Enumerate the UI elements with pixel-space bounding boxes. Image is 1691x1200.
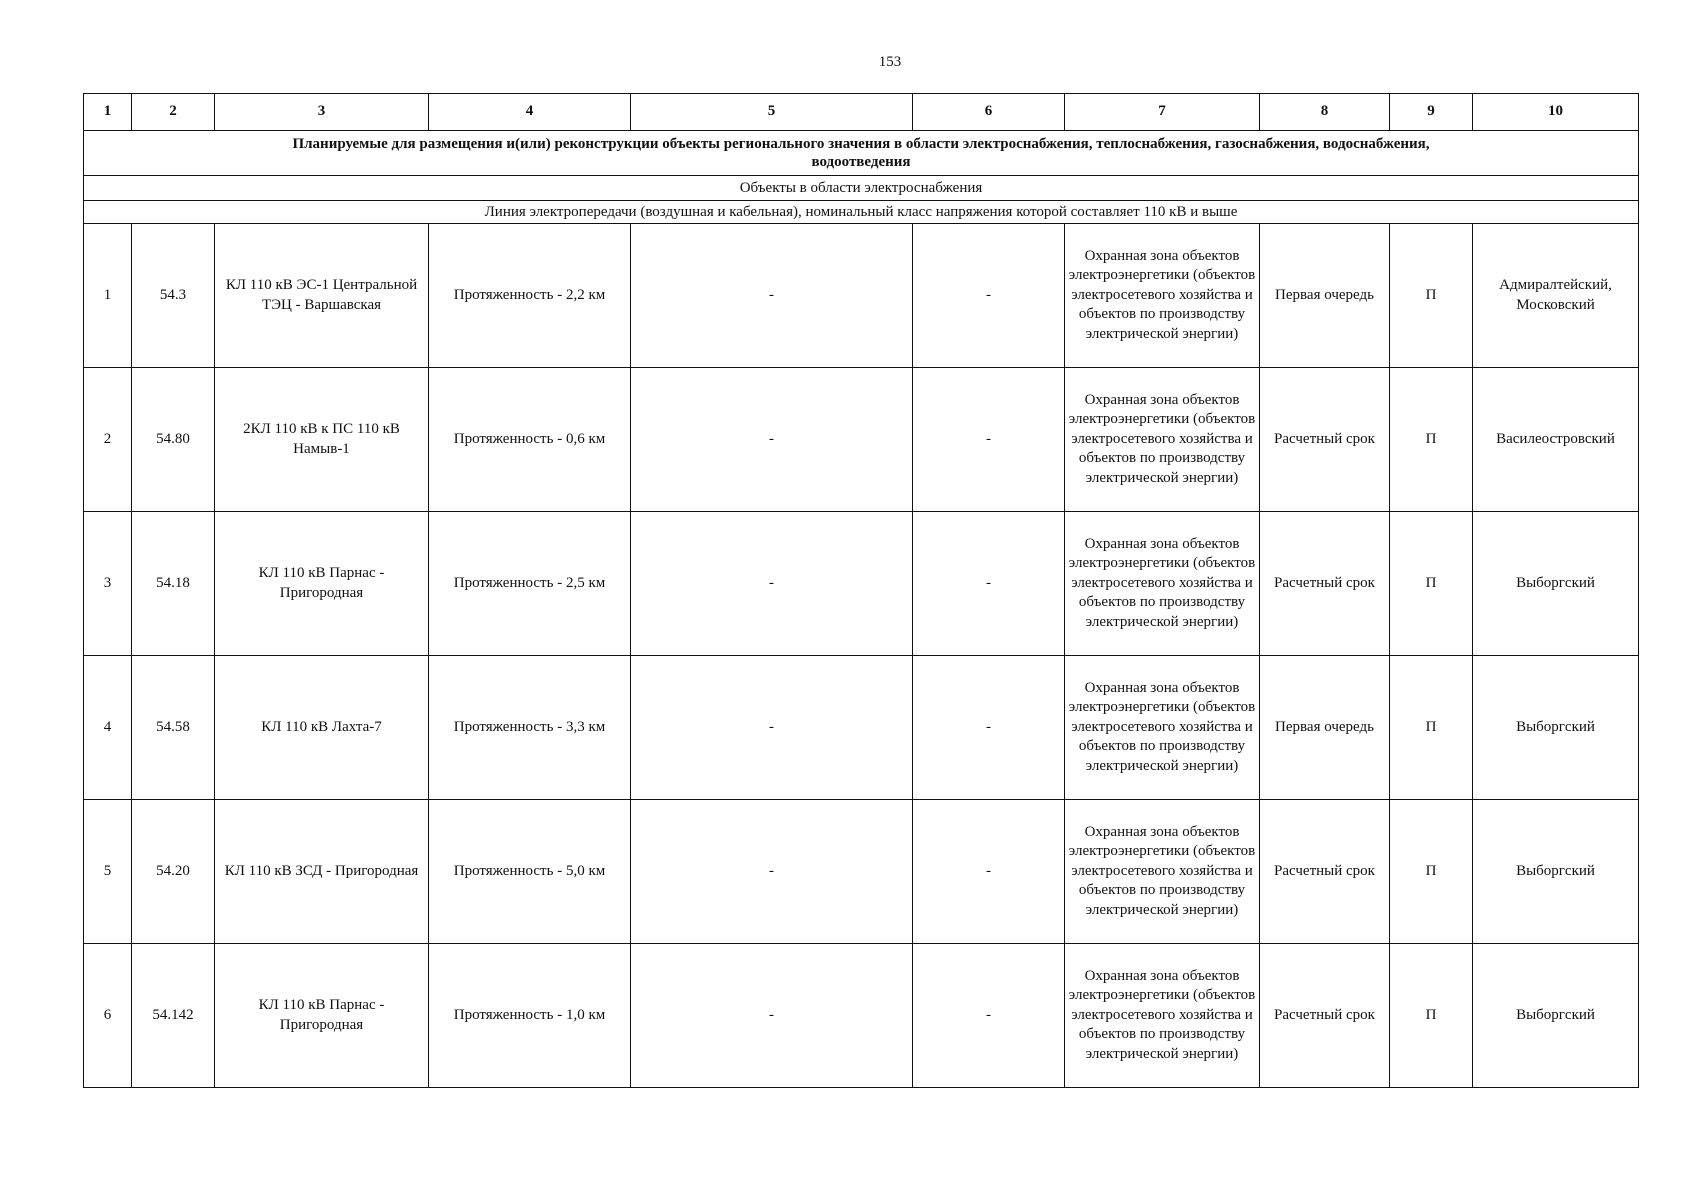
implementation-stage: Расчетный срок	[1260, 368, 1390, 512]
district: Василеостровский	[1473, 368, 1639, 512]
object-status: П	[1390, 656, 1473, 800]
header-cell-6: 6	[913, 94, 1065, 131]
subsubsection-row	[84, 201, 1639, 224]
object-code: 54.18	[132, 512, 215, 656]
table-row	[84, 800, 1639, 944]
object-length: Протяженность - 1,0 км	[429, 944, 631, 1088]
object-name: 2КЛ 110 кВ к ПС 110 кВ Намыв-1	[215, 368, 429, 512]
protection-zone: Охранная зона объектов электроэнергетики (объектов электросетевого хозяйства и объектов по производству электрической энергии)	[1065, 656, 1260, 800]
object-status: П	[1390, 512, 1473, 656]
implementation-stage: Первая очередь	[1260, 224, 1390, 368]
implementation-stage: Расчетный срок	[1260, 800, 1390, 944]
subsection-title: Объекты в области электроснабжения	[84, 176, 1639, 201]
district: Выборгский	[1473, 944, 1639, 1088]
column-5-value: -	[631, 512, 913, 656]
object-name: КЛ 110 кВ Парнас - Пригородная	[215, 512, 429, 656]
object-status: П	[1390, 944, 1473, 1088]
protection-zone: Охранная зона объектов электроэнергетики (объектов электросетевого хозяйства и объектов по производству электрической энергии)	[1065, 800, 1260, 944]
protection-zone: Охранная зона объектов электроэнергетики (объектов электросетевого хозяйства и объектов по производству электрической энергии)	[1065, 368, 1260, 512]
row-number: 1	[84, 224, 132, 368]
object-name: КЛ 110 кВ Лахта-7	[215, 656, 429, 800]
column-6-value: -	[913, 368, 1065, 512]
table-row	[84, 656, 1639, 800]
column-6-value: -	[913, 224, 1065, 368]
column-5-value: -	[631, 944, 913, 1088]
table-row	[84, 944, 1639, 1088]
object-length: Протяженность - 5,0 км	[429, 800, 631, 944]
table-row	[84, 368, 1639, 512]
object-name: КЛ 110 кВ ЗСД - Пригородная	[215, 800, 429, 944]
object-code: 54.3	[132, 224, 215, 368]
implementation-stage: Расчетный срок	[1260, 512, 1390, 656]
object-name: КЛ 110 кВ Парнас - Пригородная	[215, 944, 429, 1088]
row-number: 2	[84, 368, 132, 512]
district: Выборгский	[1473, 800, 1639, 944]
object-code: 54.80	[132, 368, 215, 512]
column-5-value: -	[631, 368, 913, 512]
object-length: Протяженность - 3,3 км	[429, 656, 631, 800]
object-code: 54.142	[132, 944, 215, 1088]
column-5-value: -	[631, 656, 913, 800]
object-code: 54.20	[132, 800, 215, 944]
column-5-value: -	[631, 224, 913, 368]
table-row	[84, 224, 1639, 368]
column-6-value: -	[913, 944, 1065, 1088]
column-6-value: -	[913, 800, 1065, 944]
district: Выборгский	[1473, 656, 1639, 800]
row-number: 5	[84, 800, 132, 944]
object-code: 54.58	[132, 656, 215, 800]
header-cell-2: 2	[132, 94, 215, 131]
row-number: 3	[84, 512, 132, 656]
district: Адмиралтейский, Московский	[1473, 224, 1639, 368]
header-row	[84, 94, 1639, 131]
page-number: 153	[878, 54, 902, 70]
column-6-value: -	[913, 512, 1065, 656]
protection-zone: Охранная зона объектов электроэнергетики (объектов электросетевого хозяйства и объектов по производству электрической энергии)	[1065, 224, 1260, 368]
header-cell-1: 1	[84, 94, 132, 131]
implementation-stage: Первая очередь	[1260, 656, 1390, 800]
protection-zone: Охранная зона объектов электроэнергетики (объектов электросетевого хозяйства и объектов по производству электрической энергии)	[1065, 512, 1260, 656]
objects-table	[83, 93, 1639, 1088]
row-number: 4	[84, 656, 132, 800]
header-cell-10: 10	[1473, 94, 1639, 131]
object-length: Протяженность - 2,2 км	[429, 224, 631, 368]
protection-zone: Охранная зона объектов электроэнергетики (объектов электросетевого хозяйства и объектов по производству электрической энергии)	[1065, 944, 1260, 1088]
table-row	[84, 512, 1639, 656]
header-cell-7: 7	[1065, 94, 1260, 131]
object-status: П	[1390, 224, 1473, 368]
column-5-value: -	[631, 800, 913, 944]
header-cell-5: 5	[631, 94, 913, 131]
header-cell-4: 4	[429, 94, 631, 131]
district: Выборгский	[1473, 512, 1639, 656]
object-length: Протяженность - 2,5 км	[429, 512, 631, 656]
row-number: 6	[84, 944, 132, 1088]
object-status: П	[1390, 800, 1473, 944]
object-status: П	[1390, 368, 1473, 512]
column-6-value: -	[913, 656, 1065, 800]
object-length: Протяженность - 0,6 км	[429, 368, 631, 512]
subsubsection-title: Линия электропередачи (воздушная и кабельная), номинальный класс напряжения которой составляет 110 кВ и выше	[84, 201, 1639, 224]
object-name: КЛ 110 кВ ЭС-1 Центральной ТЭЦ - Варшавская	[215, 224, 429, 368]
section-title: Планируемые для размещения и(или) реконструкции объекты регионального значения в области электроснабжения, теплоснабжения, газоснабжения, водоснабжения, водоотведения	[84, 131, 1639, 176]
implementation-stage: Расчетный срок	[1260, 944, 1390, 1088]
header-cell-9: 9	[1390, 94, 1473, 131]
header-cell-3: 3	[215, 94, 429, 131]
header-cell-8: 8	[1260, 94, 1390, 131]
section-row	[84, 131, 1639, 176]
subsection-row	[84, 176, 1639, 201]
